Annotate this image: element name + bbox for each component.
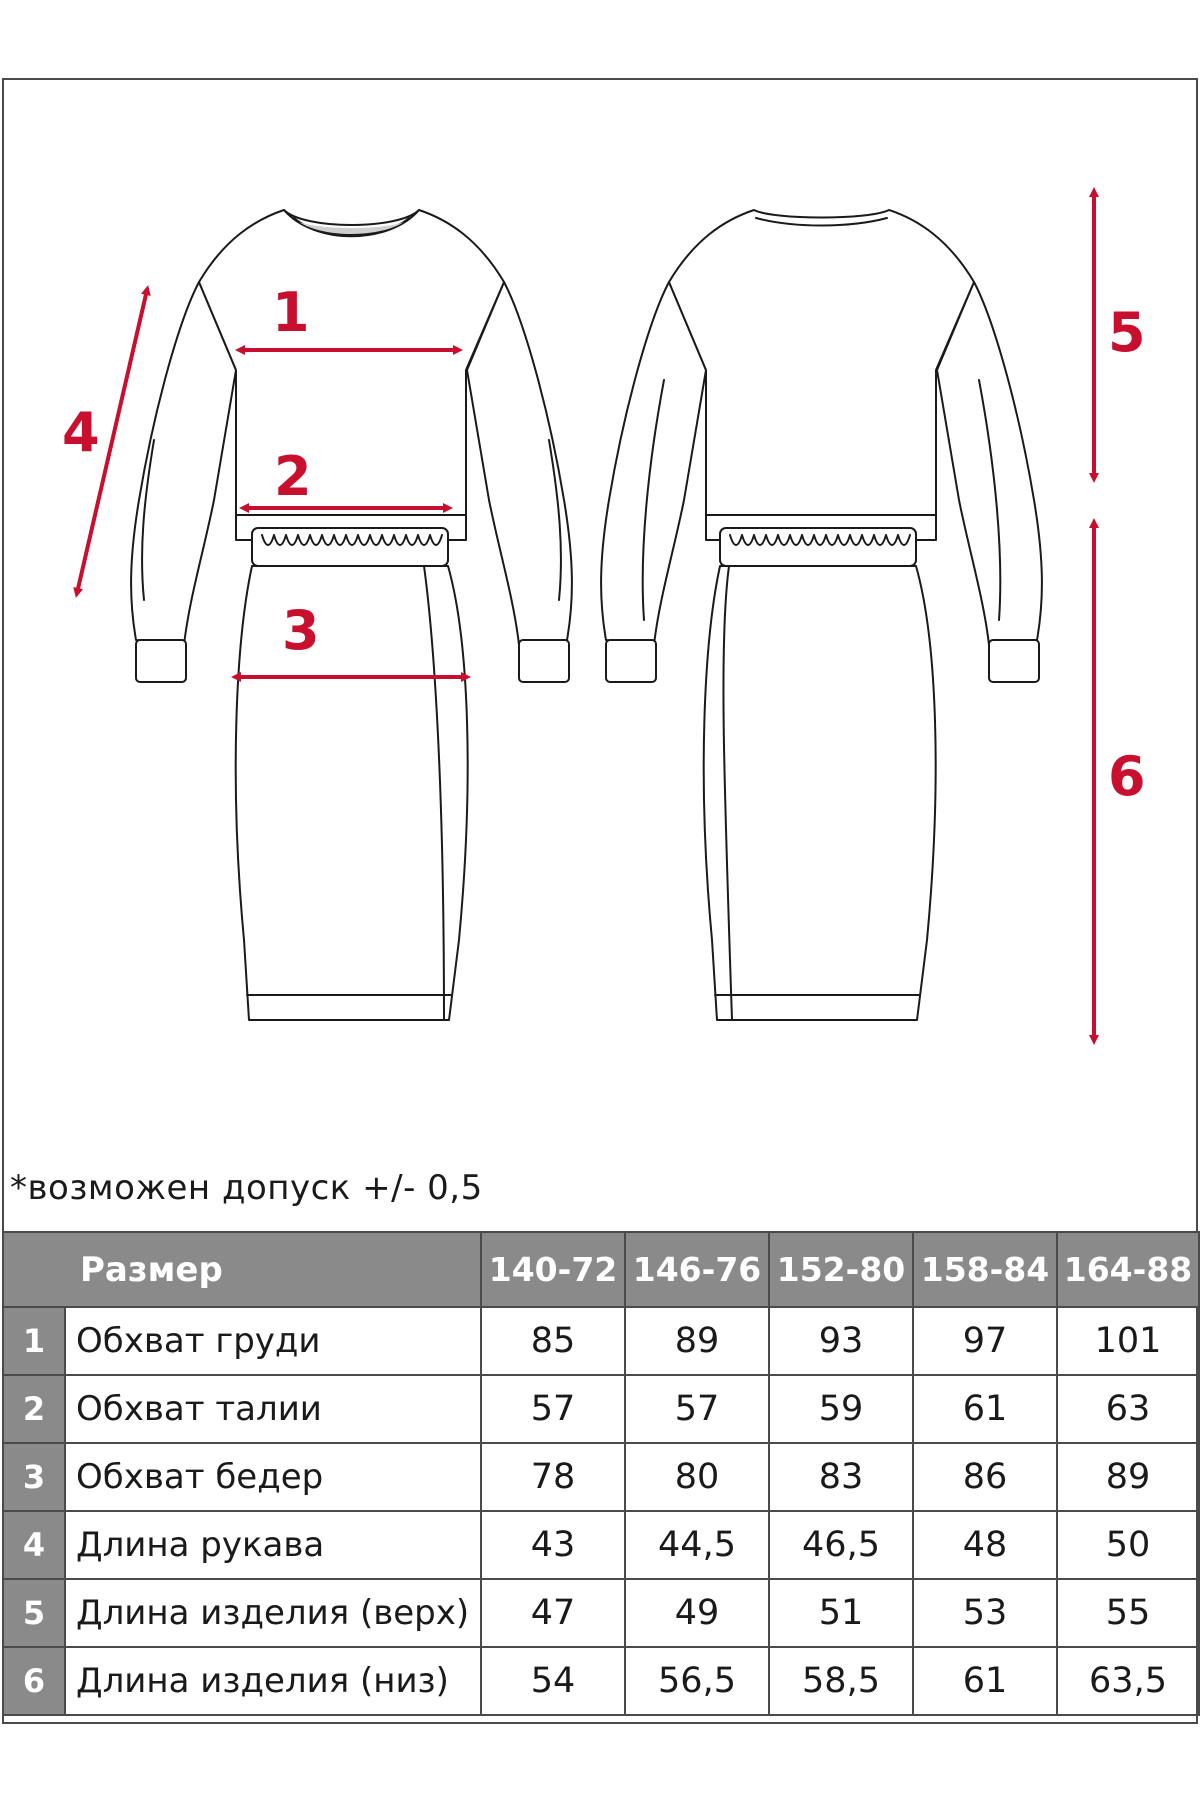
row-number: 5	[3, 1579, 65, 1647]
table-row	[3, 1375, 1199, 1443]
front-skirt-sketch	[236, 528, 468, 1020]
table-cell: 57	[625, 1375, 769, 1443]
measurement-name: Обхват груди	[65, 1307, 481, 1375]
size-column-header: 146-76	[625, 1232, 769, 1307]
size-header-label: Размер	[3, 1232, 481, 1307]
table-cell: 46,5	[769, 1511, 913, 1579]
table-cell: 54	[481, 1647, 625, 1715]
table-cell: 49	[625, 1579, 769, 1647]
measure-label-2: 2	[274, 445, 312, 508]
size-table	[2, 1231, 1200, 1716]
table-cell: 58,5	[769, 1647, 913, 1715]
table-row	[3, 1307, 1199, 1375]
table-cell: 101	[1057, 1307, 1199, 1375]
table-cell: 47	[481, 1579, 625, 1647]
table-cell: 78	[481, 1443, 625, 1511]
back-skirt-sketch	[704, 528, 936, 1020]
measure-label-6: 6	[1108, 745, 1146, 808]
size-column-header: 152-80	[769, 1232, 913, 1307]
table-cell: 89	[1057, 1443, 1199, 1511]
tolerance-note: *возможен допуск +/- 0,5	[10, 1168, 483, 1208]
measurement-name: Длина рукава	[65, 1511, 481, 1579]
table-cell: 53	[913, 1579, 1057, 1647]
table-row	[3, 1647, 1199, 1715]
garment-technical-sketch	[4, 80, 1200, 1200]
table-cell: 55	[1057, 1579, 1199, 1647]
measure-label-4: 4	[62, 401, 100, 464]
table-cell: 85	[481, 1307, 625, 1375]
table-row	[3, 1443, 1199, 1511]
table-cell: 80	[625, 1443, 769, 1511]
table-cell: 83	[769, 1443, 913, 1511]
table-cell: 63	[1057, 1375, 1199, 1443]
table-row	[3, 1579, 1199, 1647]
measurement-name: Обхват бедер	[65, 1443, 481, 1511]
row-number: 1	[3, 1307, 65, 1375]
table-cell: 43	[481, 1511, 625, 1579]
table-cell: 97	[913, 1307, 1057, 1375]
table-cell: 56,5	[625, 1647, 769, 1715]
size-column-header: 140-72	[481, 1232, 625, 1307]
table-cell: 86	[913, 1443, 1057, 1511]
table-cell: 50	[1057, 1511, 1199, 1579]
table-cell: 63,5	[1057, 1647, 1199, 1715]
measurement-name: Длина изделия (низ)	[65, 1647, 481, 1715]
measurement-name: Длина изделия (верх)	[65, 1579, 481, 1647]
measure-label-1: 1	[272, 281, 310, 344]
row-number: 3	[3, 1443, 65, 1511]
table-cell: 89	[625, 1307, 769, 1375]
measurement-name: Обхват талии	[65, 1375, 481, 1443]
table-cell: 57	[481, 1375, 625, 1443]
size-column-header: 164-88	[1057, 1232, 1199, 1307]
table-cell: 93	[769, 1307, 913, 1375]
row-number: 4	[3, 1511, 65, 1579]
table-row	[3, 1511, 1199, 1579]
table-cell: 61	[913, 1647, 1057, 1715]
table-header-row	[3, 1232, 1199, 1307]
size-column-header: 158-84	[913, 1232, 1057, 1307]
measure-label-3: 3	[282, 599, 320, 662]
table-cell: 44,5	[625, 1511, 769, 1579]
table-cell: 61	[913, 1375, 1057, 1443]
table-cell: 59	[769, 1375, 913, 1443]
row-number: 6	[3, 1647, 65, 1715]
table-cell: 51	[769, 1579, 913, 1647]
table-cell: 48	[913, 1511, 1057, 1579]
measure-label-5: 5	[1108, 301, 1146, 364]
row-number: 2	[3, 1375, 65, 1443]
